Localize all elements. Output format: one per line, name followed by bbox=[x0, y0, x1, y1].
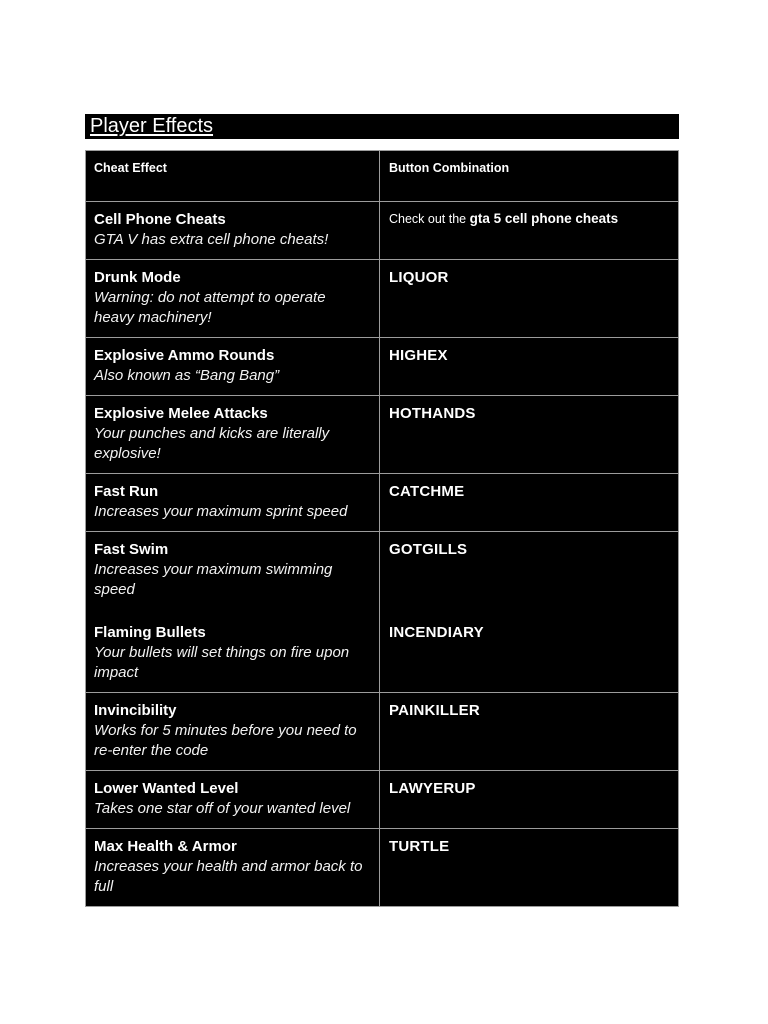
button-combination-cell bbox=[380, 396, 678, 473]
table-row bbox=[86, 692, 678, 770]
table-row bbox=[86, 337, 678, 395]
cheat-effect-description: Works for 5 minutes before you need to re-enter the code bbox=[94, 722, 357, 759]
cheat-code: TURTLE bbox=[389, 838, 450, 855]
cheat-effect-cell bbox=[86, 609, 380, 692]
cheat-effect-name: Fast Swim bbox=[94, 541, 169, 558]
cheat-code: LAWYERUP bbox=[389, 780, 476, 797]
cheat-effect-cell bbox=[86, 829, 380, 906]
cheat-effect-cell bbox=[86, 693, 380, 770]
cheat-code: HOTHANDS bbox=[389, 405, 476, 422]
cheat-effect-description: Your punches and kicks are literally explosive! bbox=[94, 425, 330, 462]
cheat-effect-name: Fast Run bbox=[94, 483, 159, 500]
cheat-effect-cell bbox=[86, 474, 380, 531]
cheat-effect-description: Increases your maximum swimming speed bbox=[94, 561, 333, 598]
cheat-effect-name: Flaming Bullets bbox=[94, 624, 206, 641]
cheat-effect-name: Explosive Ammo Rounds bbox=[94, 347, 275, 364]
button-combination-cell bbox=[380, 693, 678, 770]
cheat-code: HIGHEX bbox=[389, 347, 448, 364]
button-combination-cell bbox=[380, 202, 678, 259]
table-row bbox=[86, 259, 678, 337]
page-content bbox=[85, 114, 679, 907]
table-row bbox=[86, 609, 678, 692]
button-combination-cell bbox=[380, 532, 678, 609]
button-combination-cell bbox=[380, 829, 678, 906]
cheat-code: LIQUOR bbox=[389, 269, 449, 286]
button-combination-cell bbox=[380, 474, 678, 531]
button-combination-cell bbox=[380, 609, 678, 692]
section-title-bar bbox=[85, 114, 679, 139]
cheat-effect-description: Also known as “Bang Bang” bbox=[94, 367, 280, 384]
note-prefix: Check out the bbox=[389, 212, 470, 226]
cheat-effect-cell bbox=[86, 532, 380, 609]
cheat-effect-description: Your bullets will set things on fire upon impact bbox=[94, 644, 350, 681]
cheat-code: CATCHME bbox=[389, 483, 465, 500]
table-row bbox=[86, 828, 678, 906]
cheat-code: GOTGILLS bbox=[389, 541, 468, 558]
button-combination-cell bbox=[380, 338, 678, 395]
cheat-effect-description: Increases your maximum sprint speed bbox=[94, 503, 348, 520]
column-header-button-combination: Button Combination bbox=[389, 161, 510, 175]
cheat-effect-cell bbox=[86, 396, 380, 473]
cheat-effect-cell bbox=[86, 771, 380, 828]
cheats-table bbox=[85, 150, 679, 907]
cheat-effect-cell bbox=[86, 338, 380, 395]
button-combination-cell bbox=[380, 771, 678, 828]
table-row bbox=[86, 395, 678, 473]
cheat-effect-description: GTA V has extra cell phone cheats! bbox=[94, 231, 329, 248]
cheat-effect-name: Cell Phone Cheats bbox=[94, 211, 226, 228]
cheat-code: PAINKILLER bbox=[389, 702, 480, 719]
page-title: Player Effects bbox=[90, 115, 214, 137]
table-row bbox=[86, 531, 678, 609]
cheat-effect-description: Increases your health and armor back to full bbox=[94, 858, 363, 895]
cheat-effect-description: Warning: do not attempt to operate heavy machinery! bbox=[94, 289, 326, 326]
cheat-effect-name: Lower Wanted Level bbox=[94, 780, 239, 797]
cheat-effect-description: Takes one star off of your wanted level bbox=[94, 800, 351, 817]
button-combination-cell bbox=[380, 260, 678, 337]
cheat-effect-name: Explosive Melee Attacks bbox=[94, 405, 268, 422]
table-row bbox=[86, 473, 678, 531]
table-header-row bbox=[86, 151, 678, 201]
cheat-effect-name: Max Health & Armor bbox=[94, 838, 237, 855]
cheat-effect-cell bbox=[86, 260, 380, 337]
table-row bbox=[86, 770, 678, 828]
cheat-effect-name: Invincibility bbox=[94, 702, 177, 719]
table-row bbox=[86, 201, 678, 259]
cell-phone-note bbox=[389, 210, 670, 228]
cheat-code: INCENDIARY bbox=[389, 624, 484, 641]
column-header-cheat-effect: Cheat Effect bbox=[86, 151, 380, 201]
cell-phone-cheats-link[interactable]: gta 5 cell phone cheats bbox=[469, 211, 619, 226]
cheat-effect-cell bbox=[86, 202, 380, 259]
cheat-effect-name: Drunk Mode bbox=[94, 269, 181, 286]
